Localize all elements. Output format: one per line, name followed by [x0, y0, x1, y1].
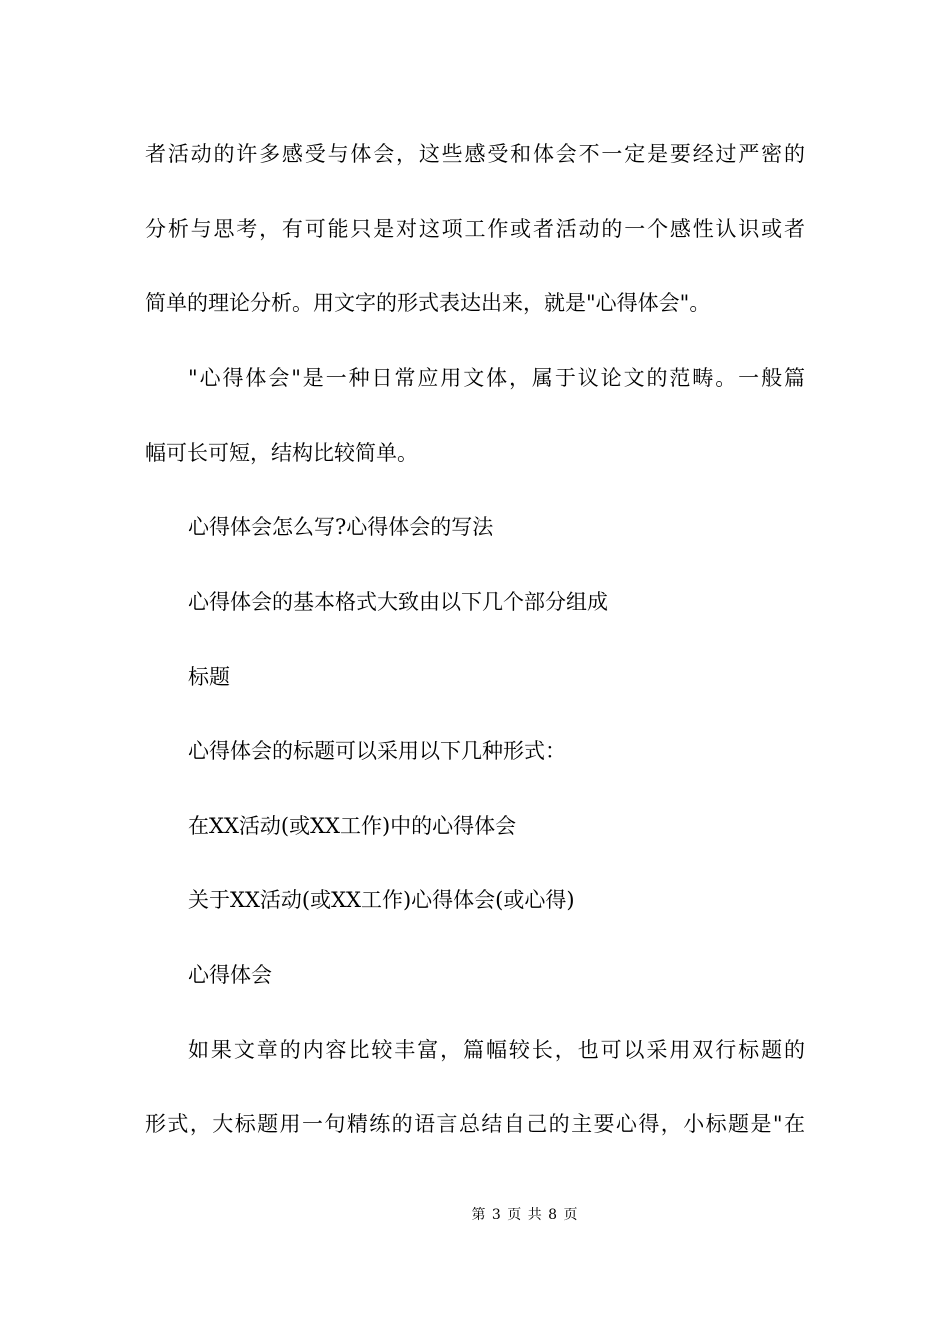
body-line-2: 分析与思考，有可能只是对这项工作或者活动的一个感性认识或者 — [145, 217, 805, 241]
section-heading-title: 标题 — [188, 665, 230, 689]
body-line-double-title-2: 形式，大标题用一句精练的语言总结自己的主要心得，小标题是"在 — [145, 1112, 805, 1136]
section-heading-how-to-write: 心得体会怎么写?心得体会的写法 — [188, 515, 494, 539]
list-item-title-form-2: 关于XX活动(或XX工作)心得体会(或心得) — [188, 888, 575, 912]
body-line-format: 心得体会的基本格式大致由以下几个部分组成 — [188, 590, 608, 614]
body-line-double-title-1: 如果文章的内容比较丰富，篇幅较长，也可以采用双行标题的 — [188, 1038, 805, 1062]
body-line-5: 幅可长可短，结构比较简单。 — [145, 441, 418, 465]
list-item-title-form-3: 心得体会 — [188, 963, 272, 987]
body-line-4: "心得体会"是一种日常应用文体，属于议论文的范畴。一般篇 — [188, 366, 805, 390]
list-item-title-form-1: 在XX活动(或XX工作)中的心得体会 — [188, 814, 517, 838]
body-line-title-forms: 心得体会的标题可以采用以下几种形式： — [188, 739, 566, 763]
body-line-3: 简单的理论分析。用文字的形式表达出来，就是"心得体会"。 — [145, 291, 711, 315]
body-line-1: 者活动的许多感受与体会，这些感受和体会不一定是要经过严密的 — [145, 142, 805, 166]
page-number-footer: 第 3 页 共 8 页 — [471, 1207, 579, 1223]
